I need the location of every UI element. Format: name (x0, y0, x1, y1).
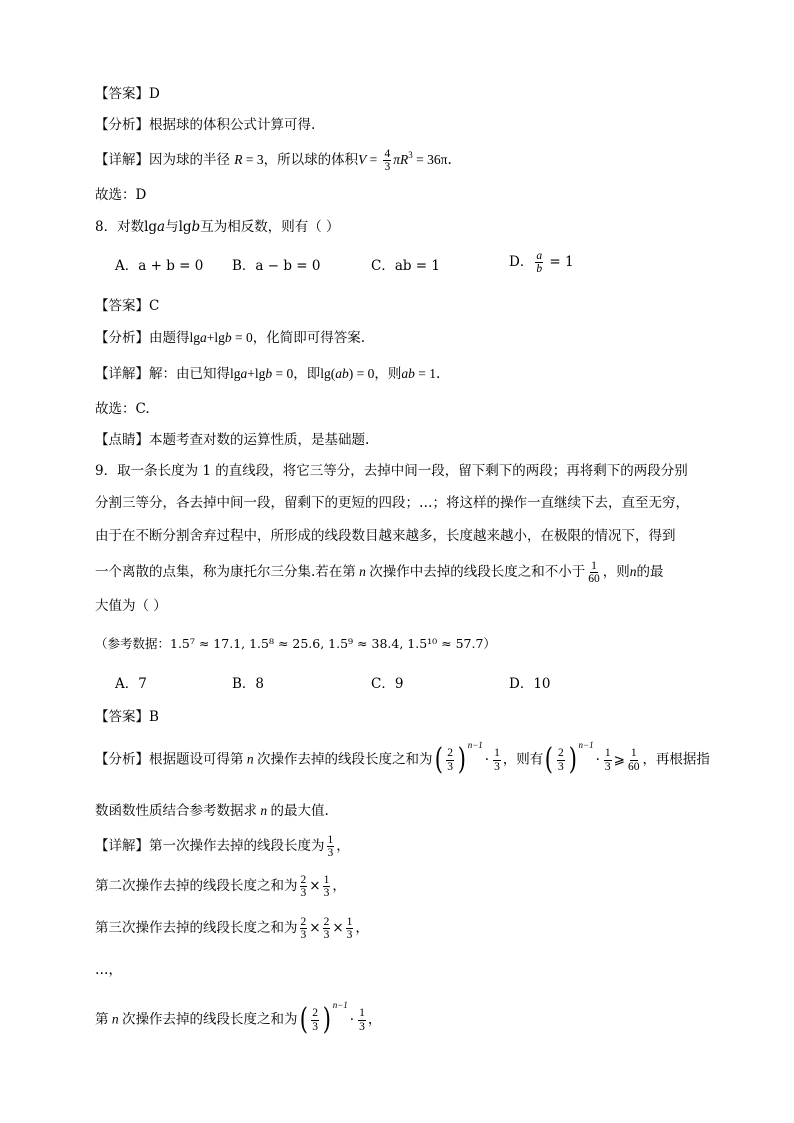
answer-tag: 【答案】 (95, 709, 149, 725)
answer-tag: 【答案】 (95, 86, 149, 102)
q8-option-c: C．ab = 1 (371, 258, 441, 274)
detail-tag: 【详解】 (95, 838, 149, 855)
answer-value: D (149, 86, 160, 102)
fraction-1-3: $\frac{1}{3}$ (346, 916, 353, 942)
q9-analysis-line2 (95, 802, 714, 821)
var-n: n (257, 803, 271, 818)
power-expression: ( $\frac{2}{3}$ ) $^{n-1}$· $\frac{1}{3}$ (299, 999, 365, 1037)
analysis-tag: 【分析】 (95, 117, 149, 133)
detail-text: 第三次操作去掉的线段长度之和为 (95, 920, 298, 937)
var-n: n (108, 1011, 122, 1027)
detail-tag: 【详解】 (95, 152, 149, 169)
q9-stem-line4 (95, 560, 714, 585)
inequality-expression: ( $\frac{2}{3}$ ) $^{n-1}$· $\frac{1}{3}$ ⩾ $\frac{1}{60}$ (545, 739, 640, 777)
q9-stem-line5: 大值为（ ） (95, 598, 167, 614)
fraction-4-3: $\frac{4}{3}$ (384, 148, 391, 174)
q9-stem-line1: 9．取一条长度为 1 的直线段，将它三等分，去掉中间一段，留下剩下的两段；再将剩下的两段分别 (95, 463, 688, 479)
q9-stem-line2: 分割三等分，各去掉中间一段，留剩下的更短的四段；…；将这样的操作一直继续下去，直至无穷， (95, 495, 689, 511)
log-product-formula: lg(ab) = 0 (320, 366, 375, 381)
fraction-2-3: $\frac{2}{3}$ (300, 874, 307, 900)
detail-text: ，即 (293, 366, 321, 382)
answer-value: B (149, 709, 159, 725)
volume-formula: V = (358, 152, 378, 168)
q9-detail-3: 第三次操作去掉的线段长度之和为 $\frac{2}{3}$ × $\frac{2}{3}$ × $\frac{1}{3}$ ， (95, 916, 369, 942)
analysis-text: 根据球的体积公式计算可得. (149, 117, 316, 133)
q9-reference-data: （参考数据：1.5⁷ ≈ 17.1, 1.5⁸ ≈ 25.6, 1.5⁹ ≈ 38.4, 1.5¹⁰ ≈ 57.7） (95, 636, 496, 651)
detail-tag: 【详解】 (95, 366, 149, 382)
fraction-1-60: $\frac{1}{60}$ (588, 560, 600, 586)
analysis-tag: 【分析】 (95, 751, 149, 768)
answer-tag: 【答案】 (95, 298, 149, 314)
q9-detail-n: 第 n 次操作去掉的线段长度之和为( $\frac{2}{3}$ ) $^{n-1}$· $\frac{1}{3}$ ， (95, 999, 382, 1037)
q8-answer (95, 298, 714, 316)
q8-option-d-label: D． (509, 254, 534, 271)
q8-option-b: B．a − b = 0 (232, 258, 321, 274)
stem-text: 一个离散的点集，称为康托尔三分集.若在第 (95, 564, 356, 581)
analysis-text: 由题得 (149, 330, 190, 346)
product-formula: ab = 1 (401, 366, 436, 381)
analysis-text: ，再根据指 (642, 751, 710, 768)
fraction-a-b: $\frac{a}{b}$ (536, 250, 543, 276)
comment-tag: 【点睛】 (95, 432, 149, 448)
var-n: n (355, 564, 370, 580)
q8-stem: 8．对数lg𝑎与lg𝑏互为相反数，则有（ ） (95, 219, 340, 235)
detail-text: 第 (95, 1011, 109, 1028)
q8-analysis (95, 329, 714, 348)
detail-text: 次操作去掉的线段长度之和为 (122, 1011, 298, 1028)
analysis-text: 次操作去掉的线段长度之和为 (257, 751, 433, 768)
var-n: n (243, 751, 257, 767)
q7-detail (95, 148, 714, 173)
q9-option-b: B．8 (232, 676, 265, 692)
q8-option-d: D． $\frac{a}{b}$ = 1 (509, 250, 574, 276)
detail-text: 解：由已知得 (149, 366, 230, 382)
answer-value: C (149, 298, 160, 314)
q9-option-c: C．9 (371, 676, 404, 692)
fraction-1-3: $\frac{1}{3}$ (327, 834, 334, 860)
analysis-text: ，化简即可得答案. (252, 330, 366, 346)
volume-formula-rest: $\pi R^3 = 36\pi$ (393, 150, 448, 168)
fraction-1-3: $\frac{1}{3}$ (323, 874, 330, 900)
stem-text: 次操作中去掉的线段长度之和不小于 (369, 564, 586, 581)
q7-answer (95, 86, 714, 104)
detail-end: . (436, 366, 441, 382)
detail-text: 因为球的半径 (149, 152, 230, 169)
power-expression: ( $\frac{2}{3}$ ) $^{n-1}$· $\frac{1}{3}$ (434, 739, 500, 777)
detail-text: 第一次操作去掉的线段长度为 (149, 838, 325, 855)
analysis-text: 根据题设可得第 (149, 751, 244, 768)
analysis-text: ，则有 (502, 751, 544, 768)
q9-analysis (95, 739, 714, 777)
detail-text: 第二次操作去掉的线段长度之和为 (95, 878, 298, 895)
fraction-2-3: $\frac{2}{3}$ (300, 916, 307, 942)
q9-detail-1: 【详解】第一次操作去掉的线段长度为 $\frac{1}{3}$ ， (95, 834, 350, 860)
q9-ellipsis: …， (95, 962, 122, 978)
analysis-text: 的最大值. (270, 803, 329, 819)
q9-answer (95, 709, 714, 727)
q9-detail-2: 第二次操作去掉的线段长度之和为 $\frac{2}{3}$ × $\frac{1}{3}$ ， (95, 874, 346, 900)
detail-end: . (447, 152, 452, 169)
detail-text: ，则 (374, 366, 402, 382)
log-sum-formula: lga+lgb = 0 (189, 330, 253, 345)
analysis-tag: 【分析】 (95, 330, 149, 346)
detail-text: ，所以球的体积 (263, 152, 359, 169)
stem-text: 的最 (636, 564, 664, 581)
q9-option-d: D．10 (509, 676, 551, 692)
q8-conclusion: 故选：C. (95, 401, 150, 417)
q7-conclusion: 故选：D (95, 187, 147, 203)
stem-text: ，则 (602, 564, 630, 581)
comment-text: 本题考查对数的运算性质，是基础题. (149, 432, 370, 448)
q8-comment (95, 432, 714, 450)
q8-option-a: A．a + b = 0 (115, 258, 204, 274)
radius-formula: R = 3 (234, 152, 264, 168)
q9-option-a: A．7 (115, 676, 147, 692)
fraction-2-3: $\frac{2}{3}$ (323, 916, 330, 942)
q8-detail (95, 365, 714, 384)
var-n: n (629, 564, 637, 580)
log-sum-formula: lga+lgb = 0 (230, 366, 294, 381)
q9-stem-line3: 由于在不断分割舍弃过程中，所形成的线段数目越来越多，长度越来越小，在极限的情况下，得到 (95, 528, 676, 544)
q7-analysis (95, 117, 714, 135)
analysis-text: 数函数性质结合参考数据求 (95, 803, 257, 819)
